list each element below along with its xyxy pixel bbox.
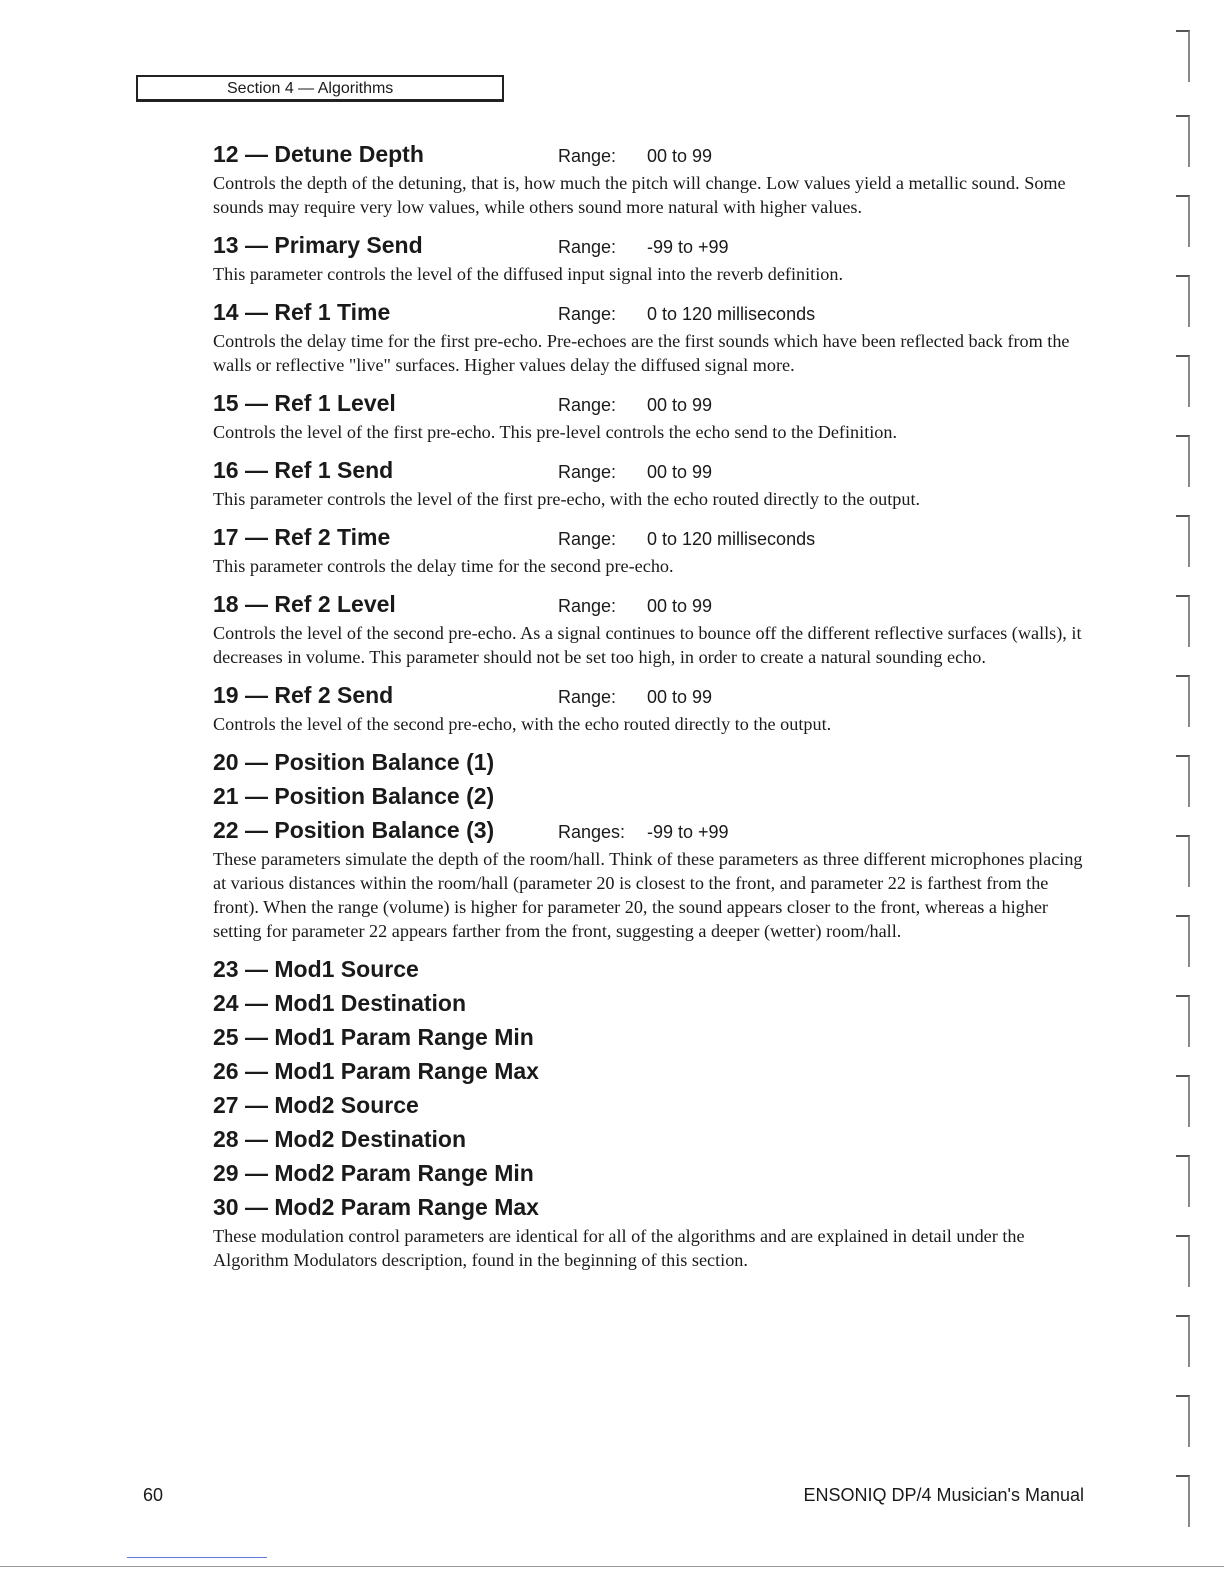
range-value: -99 to +99 (647, 237, 729, 257)
param-heading (213, 520, 1093, 554)
param-heading (213, 386, 1093, 420)
range-value: 00 to 99 (647, 395, 713, 415)
range-label: Range: (558, 237, 617, 257)
param-title: 24 — Mod1 Destination (213, 990, 467, 1016)
param-title: 19 — Ref 2 Send (213, 682, 394, 708)
param-title: 26 — Mod1 Param Range Max (213, 1058, 539, 1084)
param-description: Controls the level of the second pre-echo, with the echo routed directly to the output. (213, 714, 832, 734)
param-heading (213, 678, 1093, 712)
param-heading (213, 779, 1093, 813)
range-label: Range: (558, 395, 617, 415)
range-label: Range: (558, 596, 617, 616)
param-heading (213, 1088, 1093, 1122)
param-heading (213, 1020, 1093, 1054)
range-label: Range: (558, 146, 617, 166)
param-heading (213, 745, 1093, 779)
param-description: This parameter controls the delay time for the second pre-echo. (213, 556, 674, 576)
page-number: 60 (143, 1485, 164, 1505)
param-range (558, 589, 713, 623)
edge-mark (1176, 915, 1190, 967)
param-title: 25 — Mod1 Param Range Min (213, 1024, 534, 1050)
param-heading (213, 1190, 1093, 1224)
edge-mark (1176, 1315, 1190, 1367)
range-label: Range: (558, 529, 617, 549)
param-title: 22 — Position Balance (3) (213, 817, 495, 843)
param-title: 20 — Position Balance (1) (213, 749, 495, 775)
param-heading (213, 453, 1093, 487)
param-range (558, 680, 713, 714)
scan-artifact-line (127, 1557, 267, 1558)
param-range (558, 522, 816, 556)
page-content (213, 137, 1093, 1281)
edge-mark (1176, 755, 1190, 807)
param-heading (213, 295, 1093, 329)
range-label: Ranges: (558, 822, 626, 842)
param-title: 23 — Mod1 Source (213, 956, 419, 982)
edge-mark (1176, 1075, 1190, 1127)
param-range (558, 230, 729, 264)
param-heading (213, 587, 1093, 621)
range-value: 0 to 120 milliseconds (647, 529, 816, 549)
edge-mark (1176, 195, 1190, 247)
range-value: 00 to 99 (647, 687, 713, 707)
param-heading (213, 952, 1093, 986)
section-label: Section 4 — Algorithms (227, 80, 394, 97)
param-range (558, 139, 713, 173)
range-value: 00 to 99 (647, 462, 713, 482)
edge-mark (1176, 435, 1190, 487)
range-value: -99 to +99 (647, 822, 729, 842)
param-title: 12 — Detune Depth (213, 141, 424, 167)
param-title: 27 — Mod2 Source (213, 1092, 419, 1118)
param-heading (213, 813, 1093, 847)
param-title: 16 — Ref 1 Send (213, 457, 394, 483)
manual-title: ENSONIQ DP/4 Musician's Manual (803, 1485, 1084, 1505)
edge-mark (1176, 1155, 1190, 1207)
param-title: 30 — Mod2 Param Range Max (213, 1194, 539, 1220)
param-heading (213, 228, 1093, 262)
edge-mark (1176, 1395, 1190, 1447)
param-heading (213, 1156, 1093, 1190)
edge-mark (1176, 275, 1190, 327)
param-title: 13 — Primary Send (213, 232, 423, 258)
edge-mark (1176, 1235, 1190, 1287)
param-title: 15 — Ref 1 Level (213, 390, 396, 416)
param-title: 21 — Position Balance (2) (213, 783, 495, 809)
edge-mark (1176, 995, 1190, 1047)
edge-mark (1176, 355, 1190, 407)
param-description: This parameter controls the level of the first pre-echo, with the echo routed directly to the output. (213, 489, 921, 509)
param-title: 28 — Mod2 Destination (213, 1126, 467, 1152)
edge-mark (1176, 30, 1190, 82)
range-label: Range: (558, 687, 617, 707)
param-title: 29 — Mod2 Param Range Min (213, 1160, 534, 1186)
param-range (558, 455, 713, 489)
edge-mark (1176, 115, 1190, 167)
param-range (558, 815, 729, 849)
param-heading (213, 137, 1093, 171)
param-heading (213, 1054, 1093, 1088)
range-label: Range: (558, 462, 617, 482)
param-description: Controls the depth of the detuning, that is, how much the pitch will change. Low values yield a metallic sound. Some sounds may require very low values, while others sound more natural with higher values. (213, 173, 1066, 217)
param-heading (213, 986, 1093, 1020)
range-value: 00 to 99 (647, 596, 713, 616)
param-title: 14 — Ref 1 Time (213, 299, 391, 325)
param-description: Controls the level of the second pre-echo. As a signal continues to bounce off the different reflective surfaces (walls), it decreases in volume. This parameter should not be set too high, in order to create a natural sounding echo. (213, 623, 1082, 667)
param-title: 18 — Ref 2 Level (213, 591, 396, 617)
param-description: Controls the delay time for the first pre-echo. Pre-echoes are the first sounds which have been reflected back from the walls or reflective "live" surfaces. Higher values delay the diffused signal more. (213, 331, 1070, 375)
binding-edge-marks (1176, 30, 1196, 1550)
range-value: 00 to 99 (647, 146, 713, 166)
edge-mark (1176, 515, 1190, 567)
param-heading (213, 1122, 1093, 1156)
edge-mark (1176, 1475, 1190, 1527)
param-title: 17 — Ref 2 Time (213, 524, 391, 550)
param-description: Controls the level of the first pre-echo. This pre-level controls the echo send to the Definition. (213, 422, 898, 442)
param-range (558, 297, 816, 331)
param-description: These parameters simulate the depth of the room/hall. Think of these parameters as three different microphones placing at various distances within the room/hall (parameter 20 is closest to the front, and parameter 22 is farthest from the front). When the range (volume) is higher for parameter 20, the sound appears closer to the front, whereas a higher setting for parameter 22 appears farther from the front, suggesting a deeper (wetter) room/hall. (213, 849, 1083, 941)
section-header (136, 75, 504, 102)
page-bottom-edge (0, 1566, 1224, 1567)
param-range (558, 388, 713, 422)
range-value: 0 to 120 milliseconds (647, 304, 816, 324)
range-label: Range: (558, 304, 617, 324)
param-description: This parameter controls the level of the diffused input signal into the reverb definition. (213, 264, 843, 284)
edge-mark (1176, 835, 1190, 887)
edge-mark (1176, 595, 1190, 647)
param-description: These modulation control parameters are identical for all of the algorithms and are explained in detail under the Algorithm Modulators description, found in the beginning of this section. (213, 1226, 1025, 1270)
edge-mark (1176, 675, 1190, 727)
